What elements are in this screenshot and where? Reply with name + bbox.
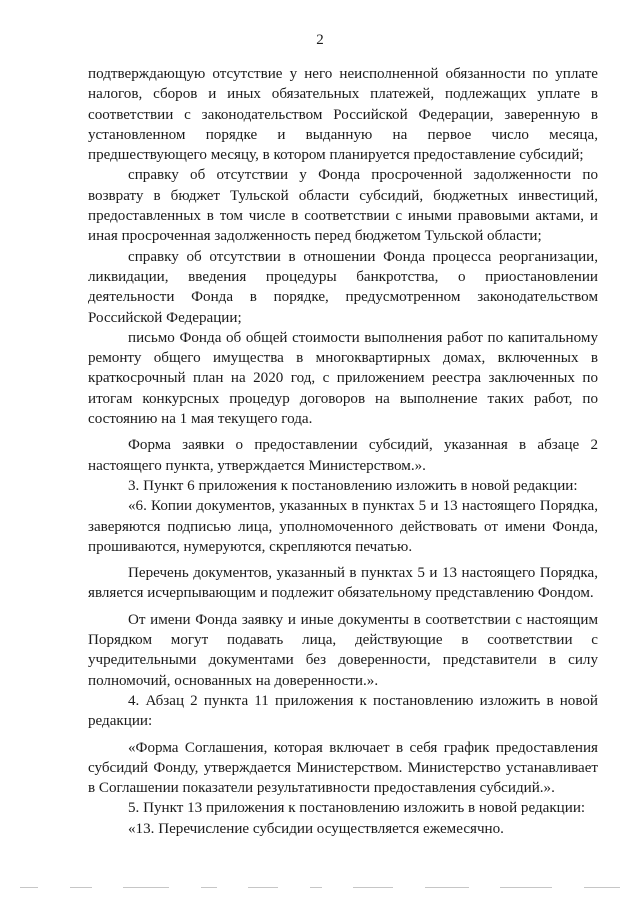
paragraph-documents-list: Перечень документов, указанный в пунктах 5 и 13 настоящего Порядка, является исчерпывающим и подлежит обязательному представлению Фондом.: [88, 565, 598, 602]
paragraph-application-form: Форма заявки о предоставлении субсидий, указанная в абзаце 2 настоящего пункта, утверждается Министерством.».: [88, 437, 598, 474]
paragraph-item-5: 5. Пункт 13 приложения к постановлению изложить в новой редакции:: [128, 800, 586, 817]
paragraph-item-3: 3. Пункт 6 приложения к постановлению изложить в новой редакции:: [128, 477, 578, 494]
paragraph-item-6-text: «6. Копии документов, указанных в пунктах 5 и 13 настоящего Порядка, заверяются подписью лица, уполномоченного действовать от имени Фонда, прошиваются, нумеруются, скрепляются печатью.: [88, 498, 598, 555]
page-number: 2: [316, 32, 324, 48]
document-body: [88, 64, 598, 839]
paragraph-tax-certificate-continuation: подтверждающую отсутствие у него неисполненной обязанности по уплате налогов, сборов и иных обязательных платежей, подлежащих уплате в соответствии с законодательством Российской Федерации, заверенную в установленном порядке и выданную на первое число месяца, предшествующего месяцу, в котором планируется предоставление субсидий;: [88, 66, 598, 164]
paragraph-repair-cost-letter: письмо Фонда об общей стоимости выполнения работ по капитальному ремонту общего имущества в многоквартирных домах, включенных в краткосрочный план на 2020 год, с приложением реестра заключенных по итогам конкурсных процедур договоров на выполнение таких работ, по состоянию на 1 мая текущего года.: [88, 329, 598, 428]
paragraph-reorganization-certificate: справку об отсутствии в отношении Фонда процесса реорганизации, ликвидации, введения процедуры банкротства, о приостановлении деятельности Фонда в порядке, предусмотренном законодательством Российской Федерации;: [88, 248, 598, 326]
paragraph-authorized-persons: От имени Фонда заявку и иные документы в соответствии с настоящим Порядком могут подавать лица, действующие в соответствии с учредительными документами без доверенности, представители в силу полномочий, основанных на доверенности.».: [88, 611, 598, 689]
paragraph-item-4: 4. Абзац 2 пункта 11 приложения к постановлению изложить в новой редакции:: [88, 692, 598, 730]
paragraph-agreement-form: «Форма Соглашения, которая включает в себя график предоставления субсидий Фонду, утверждается Министерством. Министерство устанавливает в Соглашении показатели результативности предоставления субсидий.».: [88, 739, 598, 797]
scan-noise: [20, 884, 620, 890]
paragraph-debt-certificate: справку об отсутствии у Фонда просроченной задолженности по возврату в бюджет Тульской области субсидий, бюджетных инвестиций, предоставленных в том числе в соответствии с иными правовыми актами, и иная просроченная задолженность перед бюджетом Тульской области;: [88, 167, 598, 245]
paragraph-item-13-text: «13. Перечисление субсидии осуществляется ежемесячно.: [128, 820, 504, 837]
